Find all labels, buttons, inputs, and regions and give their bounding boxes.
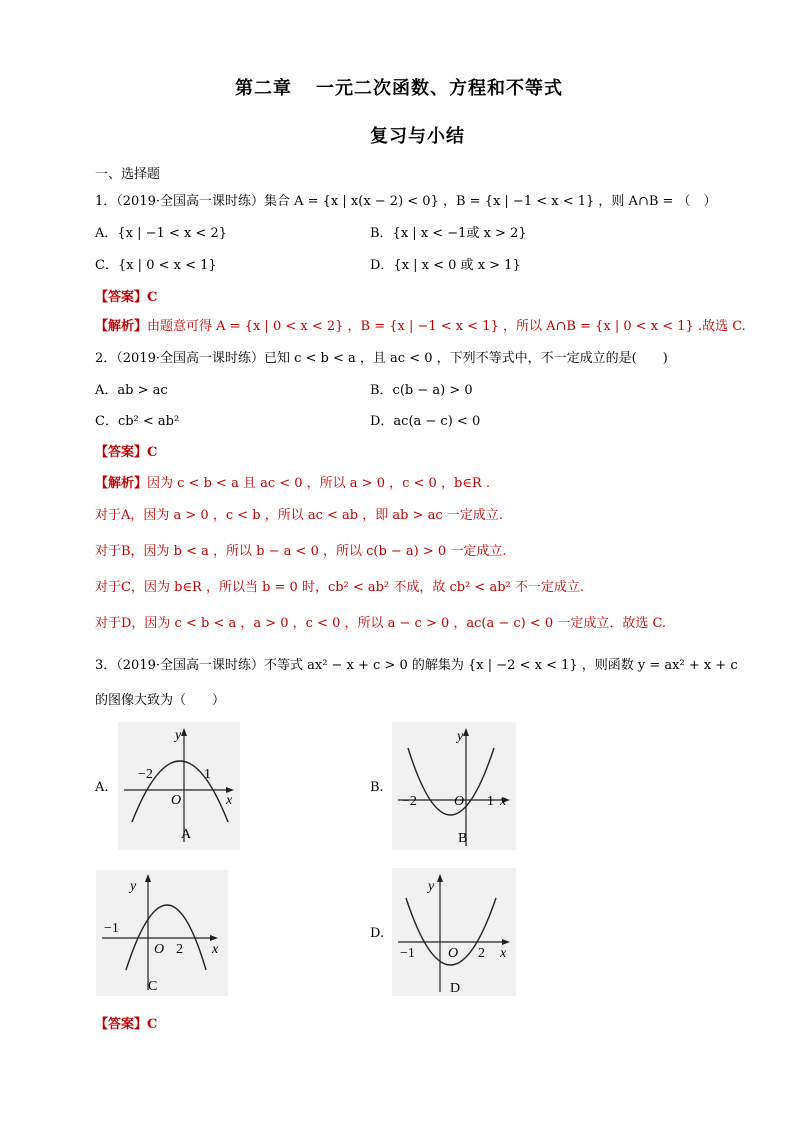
q3-graph-a xyxy=(118,722,240,850)
y-axis-label: y xyxy=(428,879,435,894)
answer-value: C xyxy=(147,290,158,305)
q2-analysis-line-2: 对于A，因为 a > 0 ，c < b ，所以 ac < ab ，即 ab > ac 一定成立. xyxy=(95,508,503,523)
q1-stem: 1．（2019·全国高一课时练）集合 A = {x | x(x − 2) < 0} ，B = {x | −1 < x < 1} ，则 A∩B = （ ） xyxy=(95,194,717,209)
q2-analysis-line-4: 对于C，因为 b∈R ，所以当 b = 0 时，cb² < ab² 不成，故 cb² < ab² 不一定成立. xyxy=(95,580,584,595)
q1-answer xyxy=(95,286,157,305)
chapter-name: 一元二次函数、方程和不等式 xyxy=(316,78,563,99)
chapter-title xyxy=(235,74,563,100)
q3-stem-line-2: 的图像大致为（ ） xyxy=(95,693,226,708)
q2-analysis-line-3: 对于B，因为 b < a ，所以 b − a < 0 ，所以 c(b − a) > 0 一定成立. xyxy=(95,544,507,559)
q3-answer xyxy=(95,1013,157,1032)
graph-caption: C xyxy=(148,979,158,994)
right-root-label: 1 xyxy=(487,794,494,809)
x-axis-label: x xyxy=(500,794,507,809)
q3-option-a-label: A. xyxy=(95,780,109,795)
right-root-label: 1 xyxy=(204,767,211,782)
q3-graph-c xyxy=(96,870,228,996)
y-axis-label: y xyxy=(130,879,137,894)
q2-answer xyxy=(95,441,157,460)
q2-option-c: C．cb² < ab² xyxy=(95,414,180,429)
analysis-text: 因为 c < b < a 且 ac < 0 ，所以 a > 0 ，c < 0 ，b∈R . xyxy=(147,476,490,491)
left-root-label: −1 xyxy=(104,921,119,936)
analysis-tag: 【解析】 xyxy=(95,476,148,491)
q2-option-b: B．c(b − a) > 0 xyxy=(370,383,473,398)
graph-caption: A xyxy=(181,827,192,842)
analysis-tag: 【解析】 xyxy=(95,319,148,334)
q3-option-d-label: D. xyxy=(370,926,385,941)
q2-option-a: A．ab > ac xyxy=(95,383,168,398)
q1-option-d: D．{x | x < 0 或 x > 1} xyxy=(370,258,521,273)
left-root-label: −2 xyxy=(402,794,417,809)
q3-stem-line-1: 3．（2019·全国高一课时练）不等式 ax² − x + c > 0 的解集为 {x | −2 < x < 1} ，则函数 y = ax² + x + c xyxy=(95,658,738,673)
graph-caption: D xyxy=(450,981,461,996)
answer-value: C xyxy=(147,445,158,460)
q3-option-b-label: B. xyxy=(370,780,384,795)
q3-graph-b xyxy=(392,722,516,850)
x-axis-label: x xyxy=(226,793,233,808)
q1-option-c: C．{x | 0 < x < 1} xyxy=(95,258,217,273)
q2-stem: 2．（2019·全国高一课时练）已知 c < b < a ，且 ac < 0 ，下列不等式中，不一定成立的是( ) xyxy=(95,351,668,366)
right-root-label: 2 xyxy=(176,942,183,957)
y-axis-label: y xyxy=(175,728,182,743)
answer-tag: 【答案】 xyxy=(95,290,148,305)
left-root-label: −2 xyxy=(138,767,153,782)
answer-tag: 【答案】 xyxy=(95,445,148,460)
answer-tag: 【答案】 xyxy=(95,1017,148,1032)
section-heading: 一、选择题 xyxy=(95,167,161,182)
page-subtitle: 复习与小结 xyxy=(370,126,465,147)
answer-value: C xyxy=(147,1017,158,1032)
q2-option-d: D．ac(a − c) < 0 xyxy=(370,414,481,429)
origin-label: O xyxy=(448,946,459,961)
origin-label: O xyxy=(154,942,165,957)
left-root-label: −1 xyxy=(400,946,415,961)
origin-label: O xyxy=(454,794,465,809)
y-axis-label: y xyxy=(457,729,464,744)
x-axis-label: x xyxy=(500,946,507,961)
origin-label: O xyxy=(171,793,182,808)
q1-option-a: A．{x | −1 < x < 2} xyxy=(95,226,227,241)
q3-graph-d xyxy=(392,868,516,996)
chapter-number: 第二章 xyxy=(235,78,292,99)
graph-caption: B xyxy=(458,831,468,846)
right-root-label: 2 xyxy=(478,946,485,961)
q1-analysis xyxy=(95,315,746,334)
q1-option-b: B．{x | x < −1或 x > 2} xyxy=(370,226,527,241)
q2-analysis-line-5: 对于D，因为 c < b < a ，a > 0 ，c < 0 ，所以 a − c > 0 ，ac(a − c) < 0 一定成立．故选 C. xyxy=(95,616,667,631)
analysis-text: 由题意可得 A = {x | 0 < x < 2} ，B = {x | −1 < x < 1} ，所以 A∩B = {x | 0 < x < 1} .故选 C. xyxy=(147,319,746,334)
q2-analysis-line-1 xyxy=(95,472,490,491)
x-axis-label: x xyxy=(212,942,219,957)
